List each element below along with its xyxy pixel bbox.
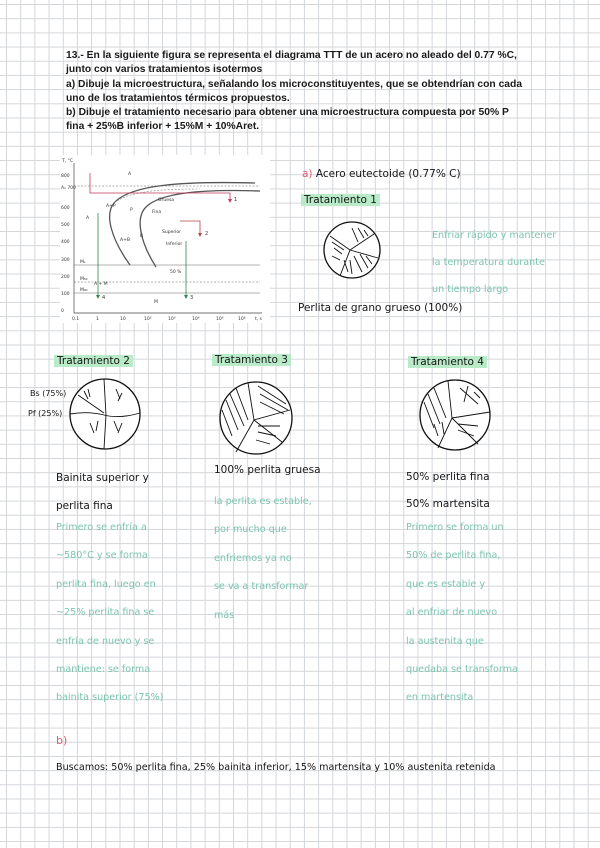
- note-line: ~580°C y se forma: [56, 550, 148, 562]
- treatment-1-result: Perlita de grano grueso (100%): [298, 302, 463, 314]
- region-label: A+B: [120, 238, 130, 243]
- result-line: Bainita superior y: [56, 472, 149, 484]
- x-tick-label: 10⁴: [192, 317, 200, 322]
- note-line: Primero se enfría a: [56, 522, 147, 533]
- y-tick-label: 300: [61, 258, 70, 263]
- note-line: bainita superior (75%): [56, 692, 164, 704]
- note-line: un tiempo largo: [432, 284, 509, 295]
- region-label: A+P: [106, 204, 116, 209]
- m90-label: M₉₀: [80, 288, 88, 293]
- region-label: 50 %: [170, 270, 182, 275]
- result-line: 50% perlita fina: [406, 471, 490, 483]
- x-tick-label: 10⁵: [216, 317, 224, 322]
- treatment-number: 2: [205, 231, 209, 237]
- statement-line: 13.- En la siguiente figura se representa el diagrama TTT de un acero no aleado del 0.77 %C,: [66, 50, 517, 61]
- note-line: que es estable y: [406, 578, 485, 590]
- x-tick-label: 0.1: [72, 317, 80, 322]
- x-tick-label: t, s: [255, 317, 262, 322]
- region-label: M: [154, 300, 158, 305]
- note-line: Enfriar rápido y mantener: [432, 230, 557, 241]
- note-line: enfriemos ya no: [214, 552, 292, 564]
- x-tick-label: 10⁶: [238, 317, 246, 322]
- treatment-2-result: [56, 464, 149, 520]
- note-line: la temperatura durante: [432, 257, 545, 268]
- note-line: al enfriar de nuevo: [406, 607, 498, 619]
- treatment-4-microstructure: [418, 378, 492, 452]
- y-tick-label: 400: [61, 240, 70, 245]
- treatment-2-title: Tratamiento 2: [54, 355, 133, 367]
- y-tick-label: 200: [61, 275, 70, 280]
- treatment-number: 1: [234, 197, 238, 203]
- note-line: la perlita es estable,: [214, 496, 312, 507]
- region-label: Gruesa: [158, 198, 175, 203]
- ms-label: Mₛ: [80, 260, 86, 265]
- x-tick-label: 10: [120, 317, 126, 322]
- treatment-3-result: 100% perlita gruesa: [214, 464, 321, 476]
- note-line: la austenita que: [406, 635, 484, 647]
- treatment-1-microstructure: [322, 220, 382, 280]
- region-label: P: [130, 208, 133, 213]
- result-line: perlita fina: [56, 500, 113, 512]
- treatment-2-microstructure: [68, 377, 142, 451]
- pf-label: Pf (25%): [28, 409, 63, 418]
- x-ticks: [72, 316, 263, 322]
- note-line: se va a transformar: [214, 581, 309, 593]
- part-b-text: Buscamos: 50% perlita fina, 25% bainita inferior, 15% martensita y 10% austenita retenida: [56, 762, 496, 773]
- part-b-label: b): [56, 734, 68, 747]
- ttt-diagram-svg: [60, 155, 270, 323]
- treatment-3-microstructure: [218, 380, 294, 456]
- region-label: Fina: [152, 210, 162, 215]
- treatment-number: 4: [102, 295, 106, 301]
- note-line: Primero se forma un: [406, 522, 504, 533]
- note-line: 50% de perlita fina,: [406, 550, 501, 562]
- y-axis-label: T, °C: [62, 159, 74, 164]
- treatment-number: 3: [190, 295, 194, 301]
- note-line: por mucho que: [214, 524, 287, 536]
- treatment-3-title: Tratamiento 3: [212, 354, 291, 366]
- note-line: en martensita: [406, 692, 474, 704]
- treatment-1-title: Tratamiento 1: [301, 194, 380, 206]
- statement-line: junto con varios tratamientos isotermos: [66, 64, 263, 76]
- part-a-label: a): [302, 168, 313, 180]
- y-tick-label: 600: [61, 206, 70, 211]
- y-tick-label: 100: [61, 292, 70, 297]
- part-a-header: [302, 168, 461, 180]
- note-line: quedaba se transforma: [406, 664, 518, 676]
- bs-label: Bs (75%): [30, 389, 67, 398]
- treatment-2-note: [56, 514, 163, 713]
- note-line: enfría de nuevo y se: [56, 635, 155, 647]
- statement-line: a) Dibuje la microestructura, señalando los microconstituyentes, que se obtendrían con cada: [66, 78, 523, 90]
- treatment-4-result: [406, 464, 490, 518]
- y-tick-label: A₁ 700: [61, 186, 76, 191]
- statement-line: b) Dibuje el tratamiento necesario para obtener una microestructura compuesta por 50% P: [66, 107, 509, 119]
- m50-label: M₅₀: [80, 277, 88, 282]
- y-tick-label: 800: [61, 174, 70, 179]
- note-line: mantiene: se forma: [56, 664, 151, 676]
- treatment-1-note: [432, 222, 556, 303]
- ttt-diagram: [60, 155, 270, 323]
- x-tick-label: 10³: [168, 317, 176, 322]
- treatment-3-note: [214, 488, 312, 630]
- statement-line: uno de los tratamientos térmicos propuestos.: [66, 92, 290, 104]
- statement-line: fina + 25%B inferior + 15%M + 10%Aret.: [66, 121, 260, 133]
- steel-type: Acero eutectoide (0.77% C): [315, 168, 461, 180]
- problem-statement: [66, 49, 544, 135]
- region-label: A + M: [94, 282, 108, 287]
- treatment-4-note: [406, 514, 518, 713]
- x-tick-label: 1: [96, 317, 99, 322]
- note-line: ~25% perlita fina se: [56, 607, 155, 619]
- x-tick-label: 10²: [144, 317, 152, 322]
- region-label: B: [140, 234, 144, 239]
- y-tick-label: 0: [61, 309, 64, 314]
- y-tick-label: 500: [61, 223, 70, 228]
- result-line: 50% martensita: [406, 498, 490, 510]
- note-line: perlita fina, luego en: [56, 578, 156, 590]
- region-label: A: [86, 216, 90, 221]
- note-line: más: [214, 609, 235, 621]
- region-label: Inferior: [166, 242, 183, 247]
- treatment-4-title: Tratamiento 4: [408, 356, 487, 368]
- region-label: A: [128, 172, 132, 177]
- region-label: Superior: [162, 230, 182, 235]
